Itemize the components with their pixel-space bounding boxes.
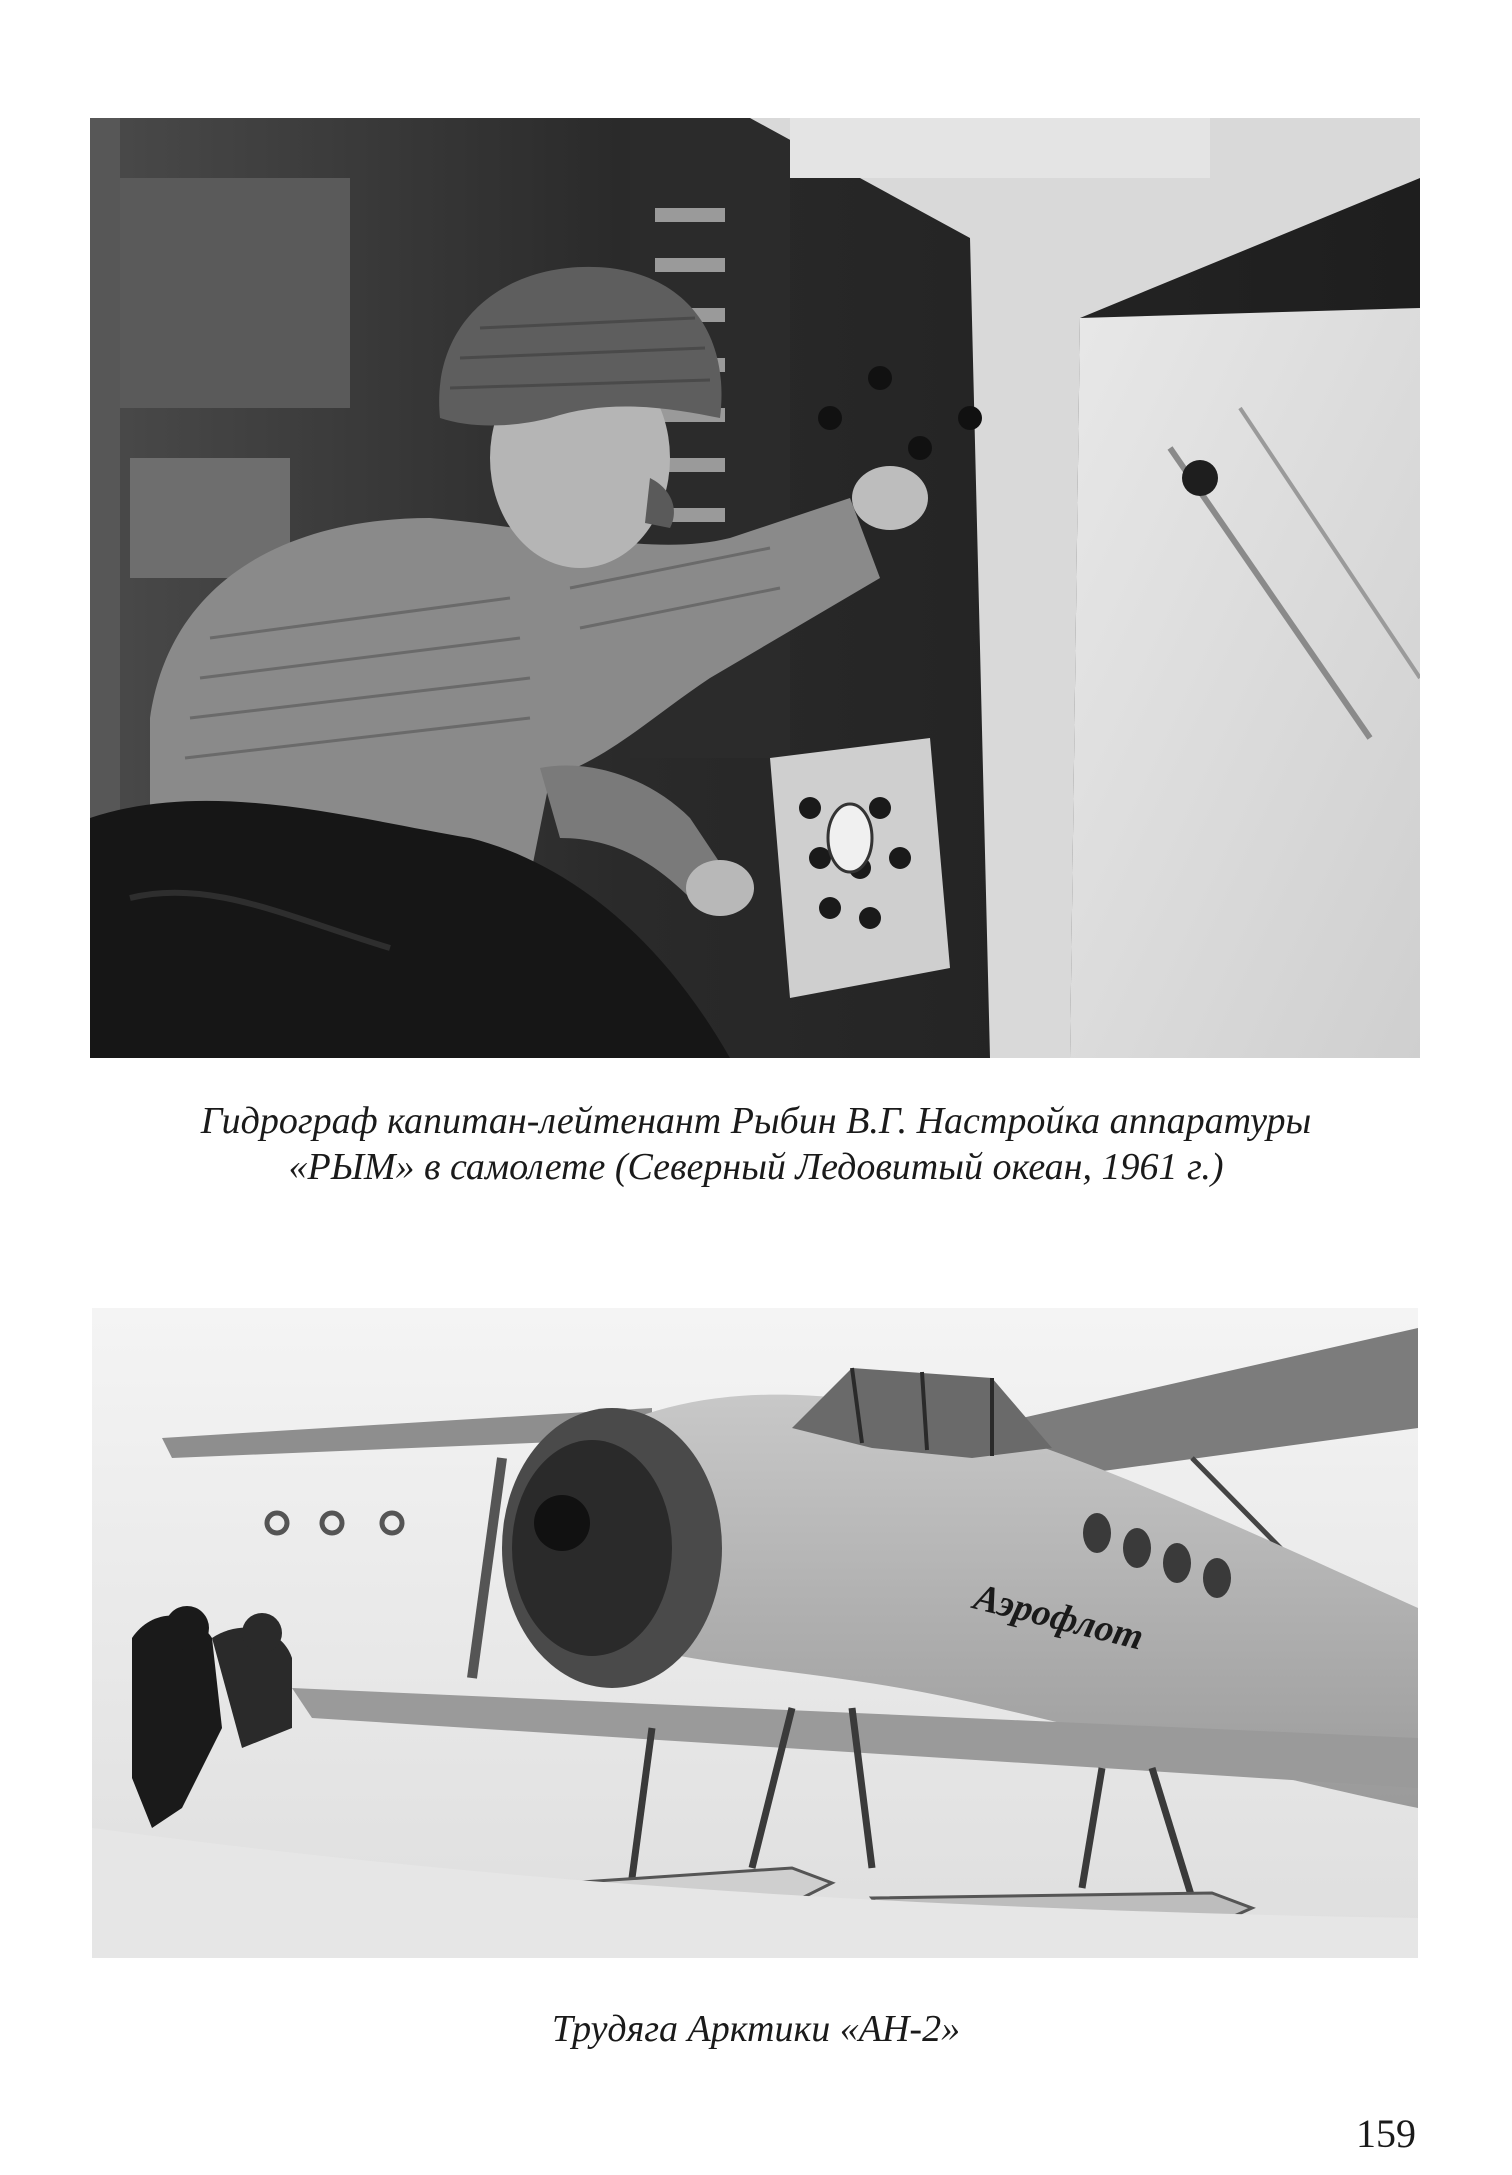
caption-hydrographer: [0, 1098, 1512, 1190]
caption-line-2: «РЫМ» в самолете (Северный Ледовитый океан, 1961 г.): [288, 1146, 1224, 1188]
page-number: 159: [1356, 2111, 1416, 2156]
aircraft-marking-aeroflot: Аэрофлот: [969, 1575, 1148, 1659]
photo-hydrographer: [90, 118, 1420, 1058]
an2-aircraft-illustration: [92, 1308, 1418, 1958]
photo-an2-aircraft: [92, 1308, 1418, 1958]
caption-an2: Трудяга Арктики «АН-2»: [551, 2008, 961, 2050]
caption-line-1: Гидрограф капитан-лейтенант Рыбин В.Г. Настройка аппаратуры: [200, 1100, 1312, 1142]
hydrographer-illustration: [90, 118, 1420, 1058]
